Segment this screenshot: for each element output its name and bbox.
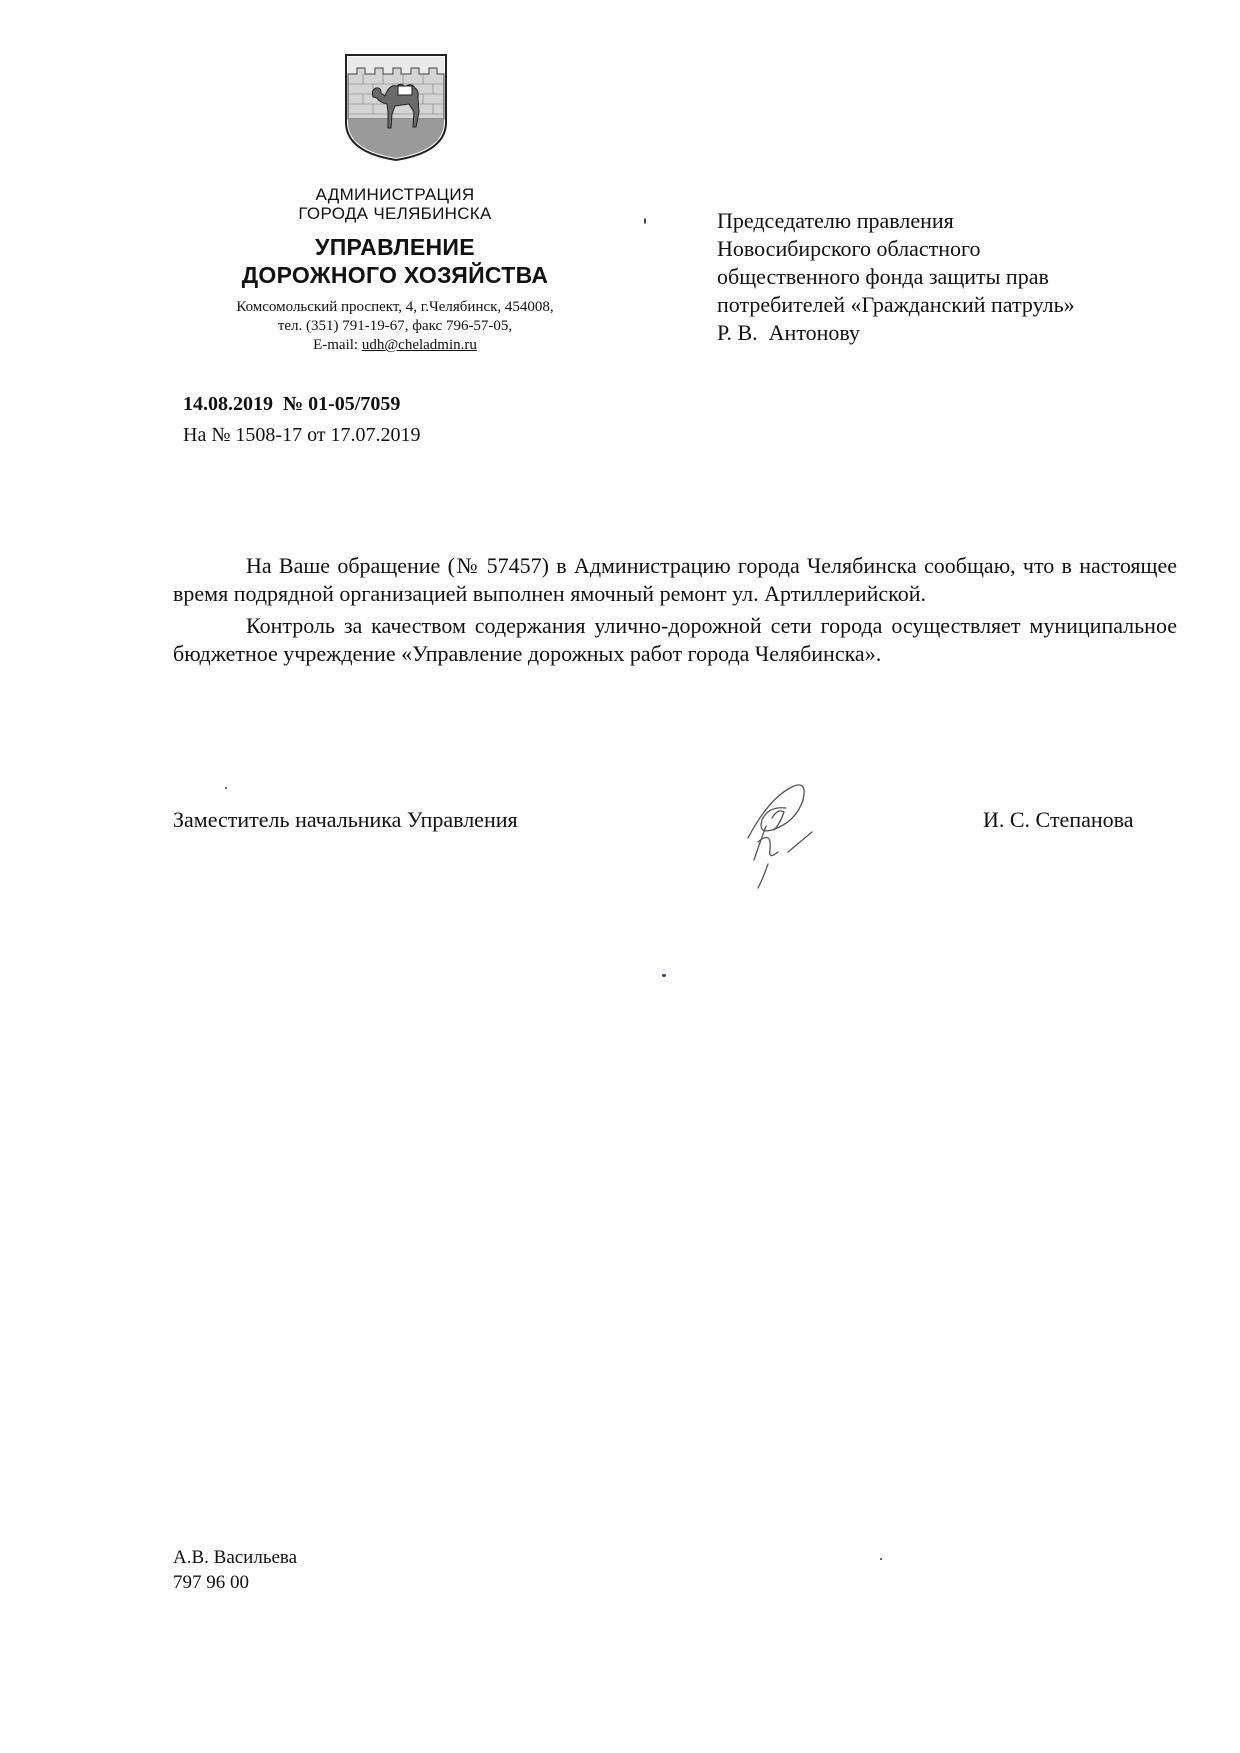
recipient-line-2: Новосибирского областного	[717, 236, 981, 261]
executor-name: А.В. Васильева	[173, 1547, 298, 1568]
coat-of-arms-icon	[343, 52, 449, 162]
sender-header	[150, 185, 640, 355]
recipient-line-5: Р. В. Антонову	[717, 320, 861, 345]
recipient-line-1: Председателю правления	[717, 208, 954, 233]
recipient-block	[717, 207, 1075, 347]
sender-phones: тел. (351) 791-19-67, факс 796-57-05,	[277, 318, 513, 334]
sender-email-line	[150, 336, 640, 355]
scan-speck	[662, 974, 666, 977]
executor-phone: 797 96 00	[173, 1572, 249, 1593]
executor-block	[173, 1545, 297, 1595]
department-line-2: ДОРОЖНОГО ХОЗЯЙСТВА	[241, 262, 549, 288]
body-paragraph-2: Контроль за качеством содержания улично-дорожной сети города осуществляет муниципальное бюджетное учреждение «Управление дорожных работ города Челябинска».	[173, 613, 1177, 666]
department-line-1: УПРАВЛЕНИЕ	[315, 234, 475, 260]
email-link[interactable]: udh@cheladmin.ru	[361, 337, 477, 353]
registration-number: 14.08.2019 № 01-05/7059	[183, 393, 401, 415]
scan-speck	[880, 1558, 882, 1560]
admin-line-1: АДМИНИСТРАЦИЯ	[315, 185, 475, 204]
scan-speck	[225, 787, 227, 789]
letter-body	[173, 552, 1177, 672]
email-label: E-mail:	[313, 337, 362, 353]
signer-name: И. С. Степанова	[983, 807, 1134, 832]
recipient-line-4: потребителей «Гражданский патруль»	[717, 292, 1075, 317]
scan-speck	[644, 218, 646, 224]
signer-position: Заместитель начальника Управления	[173, 807, 518, 832]
admin-line-2: ГОРОДА ЧЕЛЯБИНСКА	[298, 204, 492, 223]
recipient-line-3: общественного фонда защиты прав	[717, 264, 1049, 289]
handwritten-signature-icon	[728, 760, 838, 900]
sender-address: Комсомольский проспект, 4, г.Челябинск, 454008,	[236, 299, 554, 315]
body-paragraph-1: На Ваше обращение (№ 57457) в Администрацию города Челябинска сообщаю, что в настоящее время подрядной организацией выполнен ямочный ремонт ул. Артиллерийской.	[173, 553, 1177, 606]
reference-number: На № 1508-17 от 17.07.2019	[183, 424, 421, 446]
